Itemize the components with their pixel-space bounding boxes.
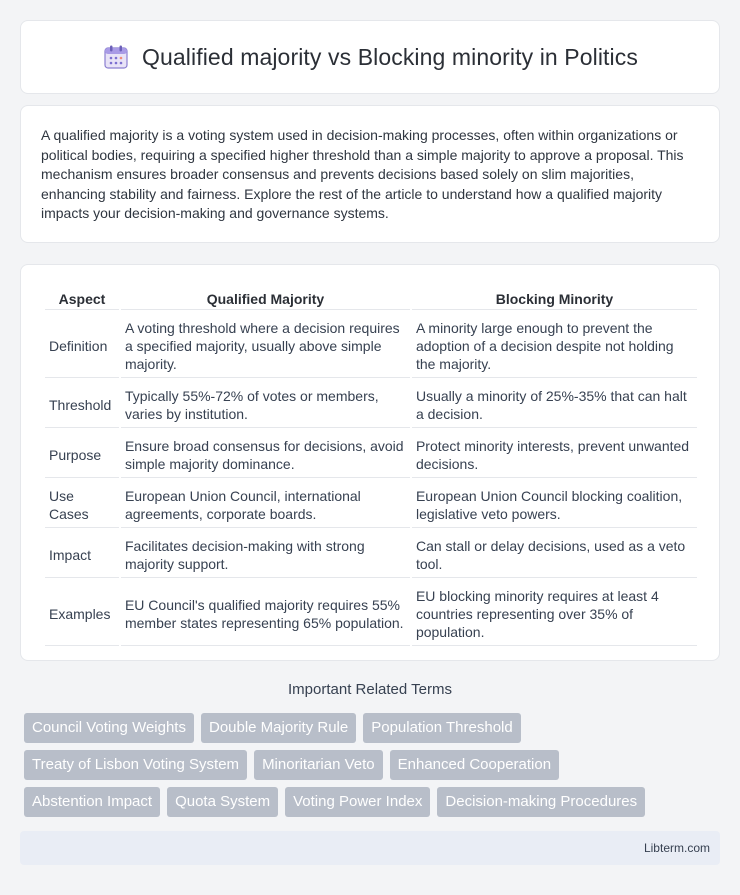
calendar-icon (102, 43, 130, 71)
intro-text: A qualified majority is a voting system used in decision-making processes, often within organizations or political bodies, requiring a specified higher threshold than a simple majority to approve a proposal. This mechanism ensures broader consensus and prevents decisions based solely on slim majorities, enhancing stability and fairness. Explore the rest of the article to understand how a qualified majority impacts your decision-making and governance systems. (41, 127, 684, 221)
aspect-cell: Purpose (45, 430, 119, 478)
aspect-cell: Threshold (45, 380, 119, 428)
related-term-tag[interactable]: Treaty of Lisbon Voting System (24, 750, 247, 780)
intro-card (20, 105, 720, 243)
aspect-cell: Examples (45, 580, 119, 646)
header-qualified-majority: Qualified Majority (121, 287, 410, 310)
comparison-table (43, 285, 699, 648)
blocking-cell: EU blocking minority requires at least 4 countries representing over 35% of population. (412, 580, 697, 646)
table-row (45, 530, 697, 578)
related-term-tag[interactable]: Enhanced Cooperation (390, 750, 559, 780)
table-row (45, 580, 697, 646)
footer (20, 831, 720, 865)
page-title: Qualified majority vs Blocking minority in Politics (142, 43, 638, 70)
table-row (45, 312, 697, 378)
table-row (45, 480, 697, 528)
header-aspect: Aspect (45, 287, 119, 310)
header-blocking-minority: Blocking Minority (412, 287, 697, 310)
related-term-tag[interactable]: Minoritarian Veto (254, 750, 383, 780)
related-term-tag[interactable]: Abstention Impact (24, 787, 160, 817)
related-term-tag[interactable]: Double Majority Rule (201, 713, 356, 743)
blocking-cell: Protect minority interests, prevent unwanted decisions. (412, 430, 697, 478)
table-header-row (45, 287, 697, 310)
qualified-cell: European Union Council, international agreements, corporate boards. (121, 480, 410, 528)
qualified-cell: EU Council's qualified majority requires 55% member states representing 65% population. (121, 580, 410, 646)
blocking-cell: Can stall or delay decisions, used as a veto tool. (412, 530, 697, 578)
aspect-cell: Use Cases (45, 480, 119, 528)
table-row (45, 380, 697, 428)
blocking-cell: A minority large enough to prevent the adoption of a decision despite not holding the majority. (412, 312, 697, 378)
tag-row (24, 713, 704, 743)
comparison-card (20, 264, 720, 661)
related-term-tag[interactable]: Voting Power Index (285, 787, 430, 817)
aspect-cell: Definition (45, 312, 119, 378)
footer-site-link[interactable]: Libterm.com (643, 841, 710, 855)
related-term-tag[interactable]: Quota System (167, 787, 278, 817)
qualified-cell: Ensure broad consensus for decisions, avoid simple majority dominance. (121, 430, 410, 478)
tag-row (24, 750, 704, 780)
related-term-tag[interactable]: Council Voting Weights (24, 713, 194, 743)
related-terms-list (24, 713, 704, 824)
qualified-cell: Typically 55%-72% of votes or members, varies by institution. (121, 380, 410, 428)
blocking-cell: Usually a minority of 25%-35% that can halt a decision. (412, 380, 697, 428)
tag-row (24, 787, 704, 817)
table-row (45, 430, 697, 478)
qualified-cell: Facilitates decision-making with strong majority support. (121, 530, 410, 578)
blocking-cell: European Union Council blocking coalition, legislative veto powers. (412, 480, 697, 528)
qualified-cell: A voting threshold where a decision requires a specified majority, usually above simple majority. (121, 312, 410, 378)
related-term-tag[interactable]: Population Threshold (363, 713, 521, 743)
header-card (20, 20, 720, 94)
aspect-cell: Impact (45, 530, 119, 578)
related-terms-title: Important Related Terms (288, 681, 452, 698)
related-term-tag[interactable]: Decision-making Procedures (437, 787, 645, 817)
